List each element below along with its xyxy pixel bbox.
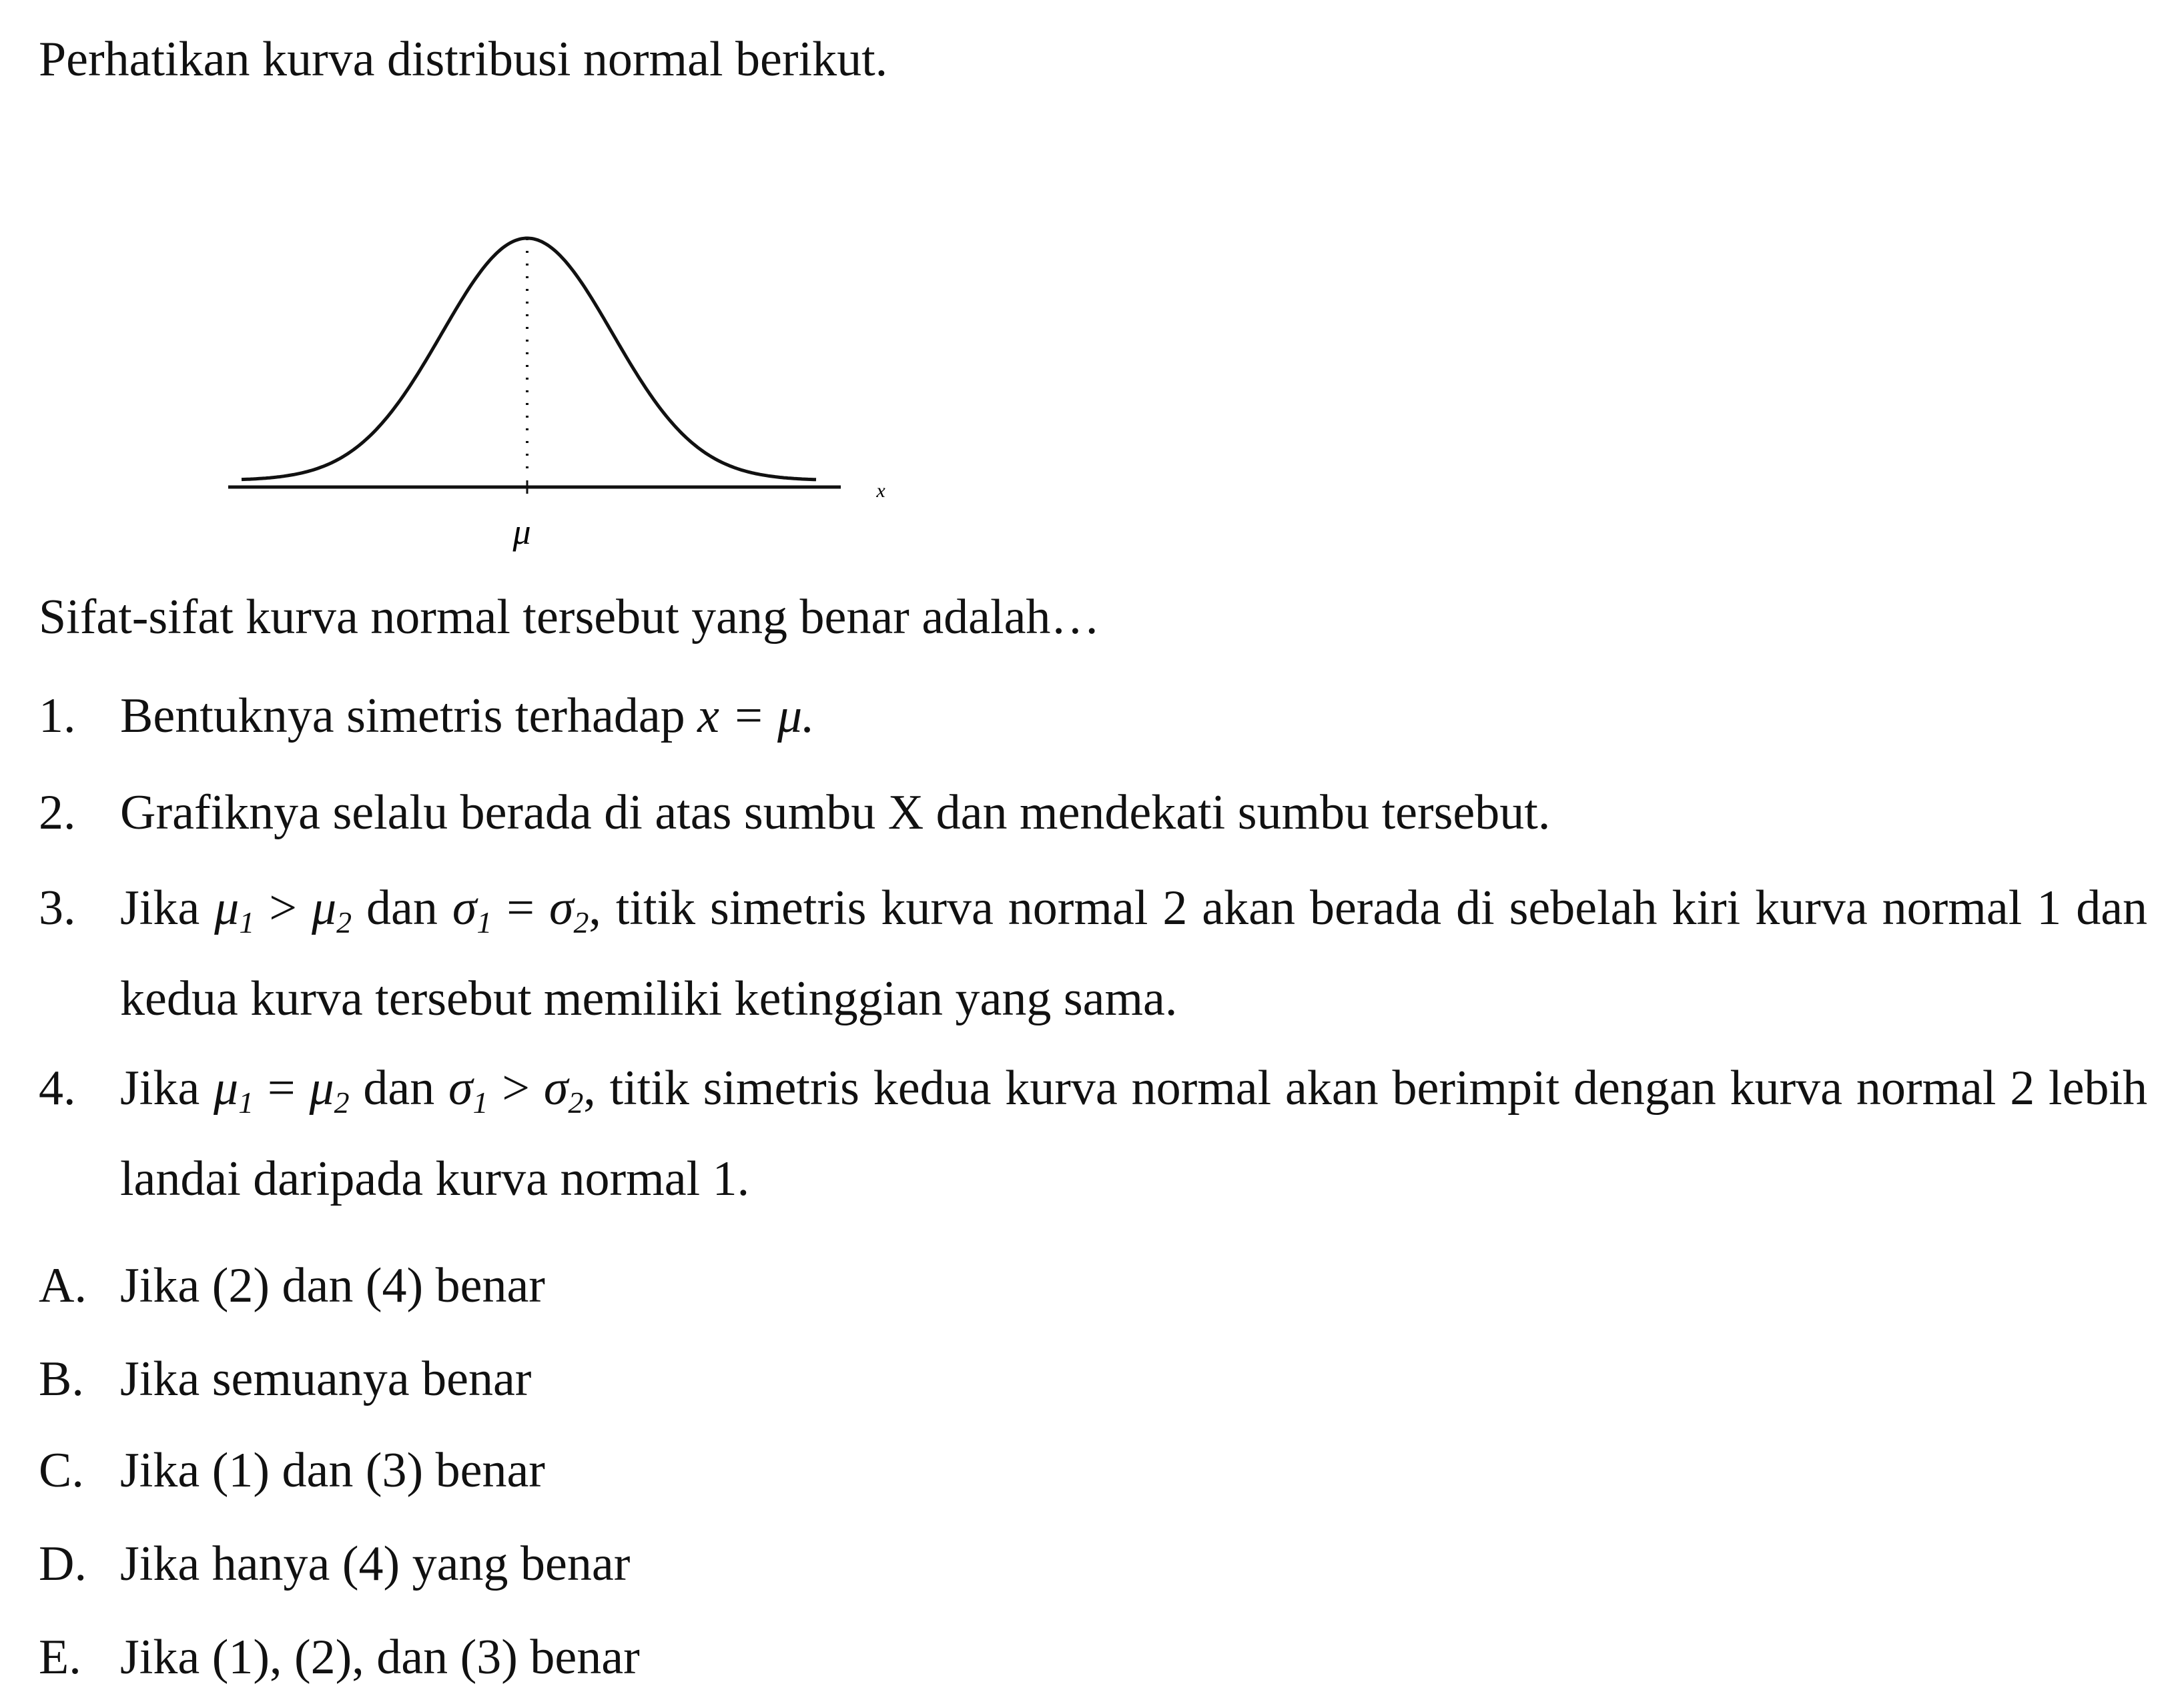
condition-sigma: $\sigma_2$ bbox=[543, 1061, 584, 1120]
intro-text: Perhatikan kurva distribusi normal berikut. bbox=[39, 32, 888, 87]
option-b[interactable] bbox=[39, 1354, 531, 1404]
condition-mu: $\mu_1$ bbox=[214, 881, 255, 939]
statement-math: x = μ. bbox=[697, 689, 815, 743]
option-text: Jika hanya (4) yang benar bbox=[120, 1537, 631, 1591]
statement-prefix: Jika bbox=[120, 881, 200, 935]
condition-mu: $\mu_2$ bbox=[309, 1061, 350, 1120]
statement-3 bbox=[39, 863, 2147, 1044]
statement-conjunction: dan bbox=[363, 1061, 435, 1116]
statement-rest: , titik simetris kurva normal 2 akan berada di sebelah kiri kurva normal 1 dan kedua kurva tersebut memiliki ketinggian yang sama. bbox=[120, 881, 2148, 1026]
option-letter: C. bbox=[39, 1443, 84, 1498]
question-text: Sifat-sifat kurva normal tersebut yang benar adalah… bbox=[39, 590, 1100, 645]
statement-1 bbox=[39, 671, 2147, 761]
condition-mu: $\mu_2$ bbox=[311, 881, 352, 939]
option-text: Jika (2) dan (4) benar bbox=[120, 1258, 545, 1313]
option-a[interactable] bbox=[39, 1258, 545, 1313]
option-letter: E. bbox=[39, 1630, 81, 1685]
normal-curve-figure bbox=[214, 210, 914, 557]
condition-operator: > bbox=[269, 881, 297, 935]
option-e[interactable] bbox=[39, 1630, 640, 1685]
option-letter: B. bbox=[39, 1352, 84, 1406]
condition-operator: > bbox=[502, 1061, 530, 1116]
statement-4 bbox=[39, 1043, 2147, 1224]
axis-label: x bbox=[876, 480, 885, 502]
condition-operator: = bbox=[506, 881, 534, 935]
option-letter: A. bbox=[39, 1258, 87, 1313]
statement-number: 3. bbox=[39, 881, 76, 935]
mean-label: μ bbox=[512, 512, 531, 552]
option-letter: D. bbox=[39, 1537, 87, 1591]
condition-sigma: $\sigma_1$ bbox=[448, 1061, 488, 1120]
option-c[interactable] bbox=[39, 1443, 545, 1498]
statement-prefix: Jika bbox=[120, 1061, 200, 1116]
bell-curve bbox=[242, 238, 816, 480]
statement-text: Grafiknya selalu berada di atas sumbu X dan mendekati sumbu tersebut. bbox=[120, 785, 1551, 840]
condition-mu: $\mu_1$ bbox=[214, 1061, 254, 1120]
statement-2 bbox=[39, 767, 2147, 858]
option-text: Jika (1) dan (3) benar bbox=[120, 1443, 545, 1498]
option-d[interactable] bbox=[39, 1539, 630, 1589]
statement-text: Bentuknya simetris terhadap bbox=[120, 689, 685, 743]
condition-sigma: $\sigma_1$ bbox=[452, 881, 492, 939]
condition-operator: = bbox=[267, 1061, 296, 1116]
statement-number: 1. bbox=[39, 689, 76, 743]
statement-rest: , titik simetris kedua kurva normal akan berimpit dengan kurva normal 2 lebih landai daripada kurva normal 1. bbox=[120, 1061, 2148, 1206]
option-text: Jika semuanya benar bbox=[120, 1352, 532, 1406]
condition-sigma: $\sigma_2$ bbox=[549, 881, 589, 939]
statement-conjunction: dan bbox=[366, 881, 438, 935]
option-text: Jika (1), (2), dan (3) benar bbox=[120, 1630, 640, 1685]
statement-number: 2. bbox=[39, 785, 76, 840]
statement-number: 4. bbox=[39, 1061, 76, 1116]
normal-curve-svg bbox=[214, 210, 914, 557]
